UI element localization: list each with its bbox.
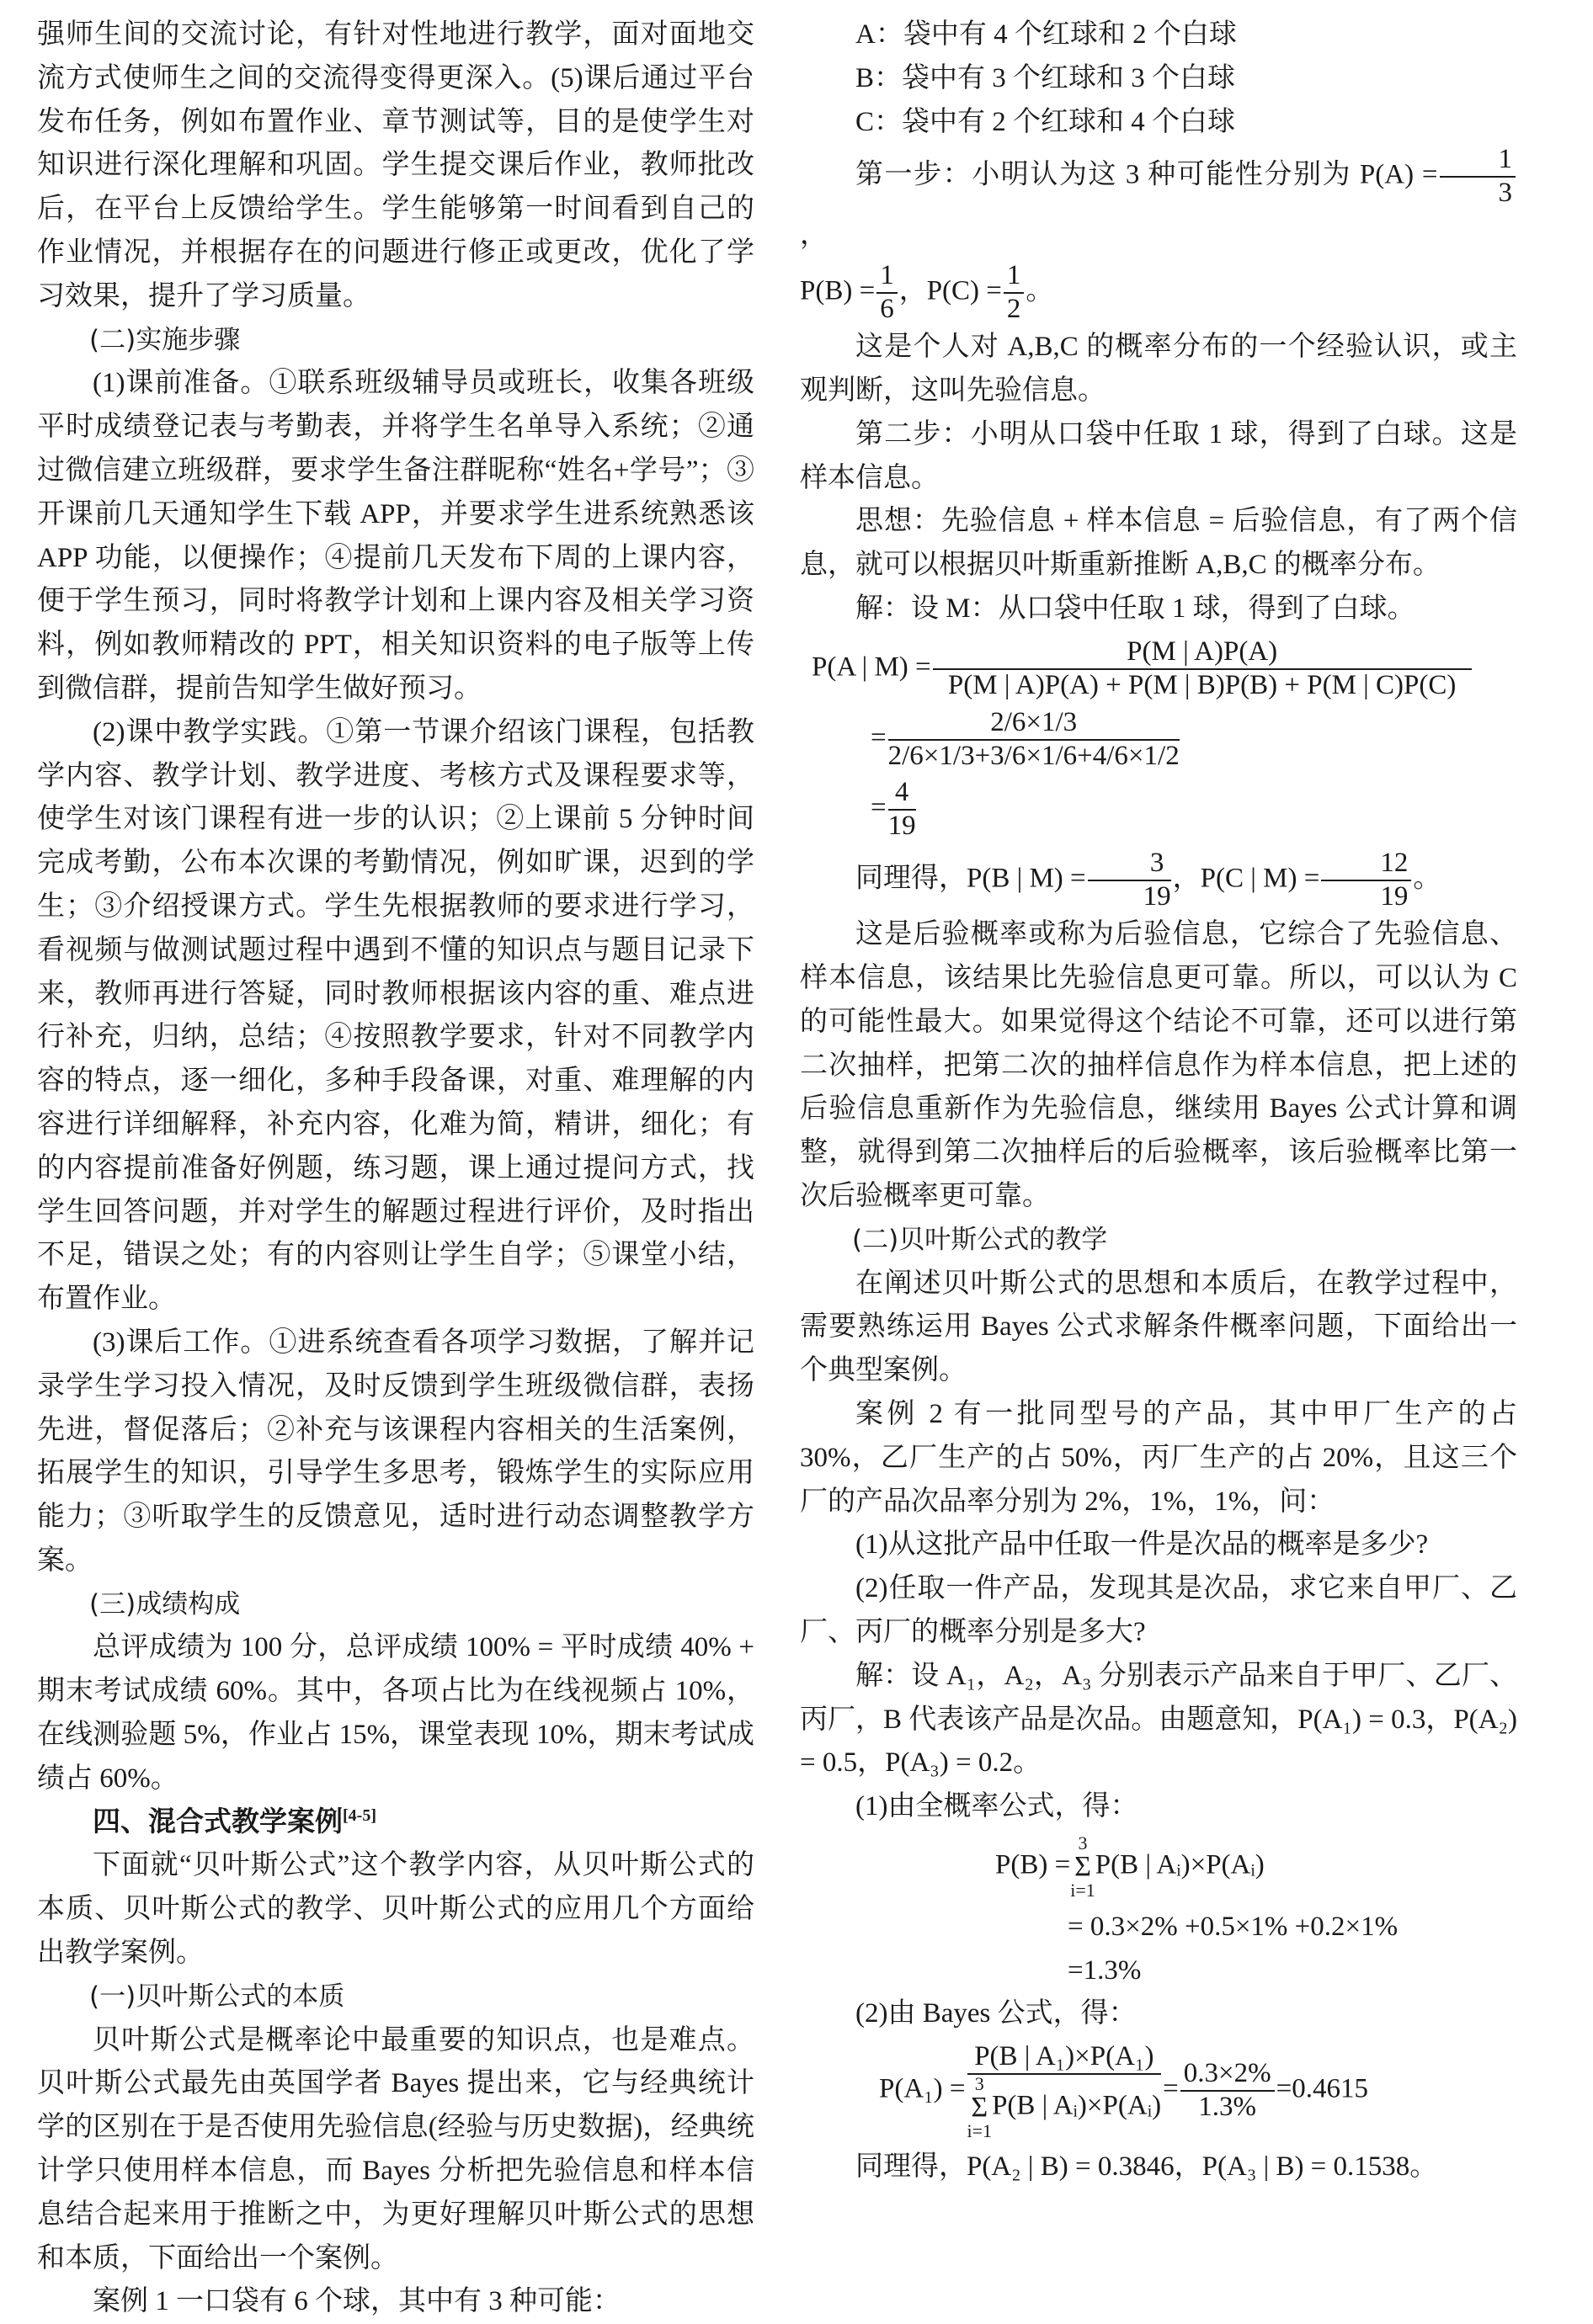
paragraph: 案例 1 一口袋有 6 个球，其中有 3 种可能：	[93, 2286, 621, 2317]
fraction	[1088, 848, 1171, 913]
fraction	[888, 707, 1180, 773]
num: 4	[888, 777, 916, 811]
section-heading: (三)成绩构成	[89, 1588, 241, 1619]
fraction	[933, 636, 1472, 702]
total-prob-line2: = 0.3×2% +0.5×1% +0.2×1%	[1068, 1911, 1399, 1942]
sum-top: 3	[974, 2072, 984, 2094]
step1-cont: P(B) = $\frac{1}{6}$ ，P(C) = $\frac{1}{2}$ 。	[800, 260, 1054, 325]
option-b: B：袋中有 3 个红球和 3 个白球	[855, 62, 1236, 93]
paragraph: 在阐述贝叶斯公式的思想和本质后，在教学过程中，需要熟练运用 Bayes 公式求解条件概率问题，下面给出一个典型案例。	[800, 1268, 1517, 1386]
paragraph: 案例 2 有一批同型号的产品，其中甲厂生产的占 30%，乙厂生产的占 50%，丙厂生产的占 20%，且这三个厂的产品次品率分别为 2%，1%，1%，问：	[800, 1398, 1517, 1517]
option-c: C：袋中有 2 个红球和 4 个白球	[855, 106, 1236, 137]
section-heading: (二)贝叶斯公式的教学	[852, 1224, 1108, 1255]
question-1: (1)从这批产品中任取一件是次品的概率是多少?	[855, 1529, 1429, 1561]
paragraph: 贝叶斯公式是概率论中最重要的知识点，也是难点。贝叶斯公式最先由英国学者 Bayes 提出来，它与经典统计学的区别在于是否使用先验信息(经验与历史数据)，经典统计学只使用样本信息，而 Bayes 分析把先验信息和样本信息结合起来用于推断之中，为更好理解贝叶斯公式的思想和本质，下面给出一个案例。	[37, 2024, 754, 2273]
paragraph: 解：设 A₁，A₂，A₃ 分别表示产品来自于甲厂、乙厂、丙厂，B 代表该产品是次品。由题意知，P(A₁) = 0.3，P(A₂) = 0.5，P(A₃) = 0.2。	[800, 1660, 1517, 1779]
sum-bottom: i=1	[1070, 1879, 1095, 1901]
bayes-result: = $\frac{4}{19}$	[871, 777, 916, 842]
chapter-heading	[37, 1801, 754, 1845]
den: 19	[887, 811, 916, 842]
num: 3	[1088, 848, 1171, 881]
sum-symbol: 3 Σ i=1	[967, 2072, 993, 2141]
den: P(M | A)P(A) + P(M | B)P(B) + P(M | C)P(C)	[947, 669, 1457, 700]
lhs: P(A₁) =	[879, 2073, 966, 2104]
fraction	[1180, 2058, 1275, 2124]
lhs: P(B) =	[995, 1849, 1071, 1880]
similar-results: 同理得，P(B | M) = $\frac{3}{19}$ ，P(C | M) = $\frac{12}{19}$ 。	[855, 848, 1441, 912]
total-prob-formula	[800, 1834, 1517, 1900]
final-results: 同理得，P(A₂ | B) = 0.3846，P(A₃ | B) = 0.1538。	[855, 2151, 1438, 2182]
bayes-calc: = $\frac{2/6\times 1/3}{2/6\times 1/3+3/6\times 1/6+4/6\times 1/2}$	[871, 706, 1180, 771]
citation-ref: [4-5]	[343, 1805, 376, 1825]
paragraph: 解：设 M：从口袋中任取 1 球，得到了白球。	[855, 593, 1415, 624]
num: 1	[1440, 144, 1516, 178]
num: 0.3×2%	[1180, 2058, 1275, 2092]
option-a: A：袋中有 4 个红球和 2 个白球	[855, 19, 1237, 50]
den: 19	[1143, 881, 1171, 912]
fraction	[888, 777, 916, 843]
fraction	[1321, 848, 1411, 913]
paragraph: (1)课前准备。①联系班级辅导员或班长，收集各班级平时成绩登记表与考勤表，并将学生名单导入系统；②通过微信建立班级群，要求学生备注群昵称“姓名+学号”；③开课前几天通知学生下载 APP，并要求学生进系统熟悉该 APP 功能，以便操作；④提前几天发布下周的上课内容，便于学生预习，同时将教学计划和上课内容及相关学习资料，例如教师精改的 PPT，相关知识资料的电子版等上传到微信群，提前告知学生做好预习。	[37, 368, 754, 704]
step-2: (2)由 Bayes 公式，得：	[855, 1997, 1137, 2029]
fraction	[1440, 144, 1516, 210]
sum-top: 3	[1078, 1832, 1088, 1853]
den: 6	[880, 294, 894, 325]
text: 同理得，P(B | M) =	[855, 863, 1086, 894]
num: P(M | A)P(A)	[933, 636, 1472, 670]
den: 2	[1006, 294, 1021, 325]
num: 1	[1004, 260, 1025, 294]
den: 19	[1380, 881, 1409, 912]
heading-text: 四、混合式教学案例	[93, 1806, 343, 1837]
text: 第一步：小明认为这 3 种可能性分别为 P(A) =	[855, 159, 1438, 190]
term: P(B | Aᵢ)×P(Aᵢ)	[1095, 1849, 1265, 1880]
sum-symbol: 3 Σ i=1	[1070, 1832, 1095, 1901]
den: 3	[1498, 178, 1512, 209]
right-column	[800, 13, 1517, 2188]
step1: 第一步：小明认为这 3 种可能性分别为 P(A) = $\frac{1}{3}$ ，	[800, 144, 1517, 260]
paragraph: (2)课中教学实践。①第一节课介绍该门课程，包括教学内容、教学计划、教学进度、考核方式及课程要求等，使学生对该门课程有进一步的认识；②上课前 5 分钟时间完成考勤，公布本次课的考勤情况，例如旷课，迟到的学生；③介绍授课方式。学生先根据教师的要求进行学习，看视频与做测试题过程中遇到不懂的知识点与题目记录下来，教师再进行答疑，同时教师根据该内容的重、难点进行补充，归纳，总结；④按照教学要求，针对不同教学内容的特点，逐一细化，多种手段备课，对重、难理解的内容进行详细解释，补充内容，化难为简，精讲，细化；有的内容提前准备好例题，练习题，课上通过提问方式，找学生回答问题，并对学生的解题过程进行评价，及时指出不足，错误之处；有的内容则让学生自学；⑤课堂小结，布置作业。	[37, 716, 754, 1315]
num: P(B | A₁)×P(A₁)	[967, 2041, 1162, 2075]
num: 2/6×1/3	[888, 707, 1180, 741]
paragraph: 总评成绩为 100 分，总评成绩 100% = 平时成绩 40% + 期末考试成绩 60%。其中，各项占比为在线视频占 10%，在线测验题 5%，作业占 15%，课堂表现 10%，期末考试成绩占 60%。	[37, 1632, 754, 1794]
step-1: (1)由全概率公式，得：	[855, 1791, 1138, 1822]
result: =0.4615	[1276, 2073, 1368, 2104]
total-prob-line3: =1.3%	[1068, 1954, 1142, 1986]
text: P(B) =	[800, 275, 876, 306]
text: ，P(C | M) =	[1172, 863, 1320, 894]
paragraph: 这是个人对 A,B,C 的概率分布的一个经验认识，或主观判断，这叫先验信息。	[800, 332, 1517, 406]
left-column	[37, 13, 754, 2324]
text: ，P(C) =	[898, 275, 1002, 306]
term: P(B | Aᵢ)×P(Aᵢ)	[992, 2090, 1162, 2121]
den	[967, 2072, 1162, 2141]
den: 2/6×1/3+3/6×1/6+4/6×1/2	[887, 740, 1180, 771]
fraction	[967, 2041, 1162, 2141]
paragraph: (3)课后工作。①进系统查看各项学习数据，了解并记录学生学习投入情况，及时反馈到学生班级微信群，表扬先进，督促落后；②补充与该课程内容相关的生活案例，拓展学生的知识，引导学生多思考，锻炼学生的实际应用能力；③听取学生的反馈意见，适时进行动态调整教学方案。	[37, 1327, 754, 1576]
den: 1.3%	[1198, 2091, 1257, 2122]
bayes-a1-formula: P(A₁) = P(B | A₁)×P(A₁) 3 Σ i=1P(B | Aᵢ)×P(Aᵢ) = $\frac{0.3\times 2\%}{1.3\%}$ =0.4615	[879, 2040, 1368, 2141]
question-2: (2)任取一件产品，发现其是次品，求它来自甲厂、乙厂、丙厂的概率分别是多大?	[800, 1573, 1517, 1647]
fraction	[1004, 260, 1025, 326]
sum-bottom: i=1	[967, 2119, 993, 2141]
paragraph: 思想：先验信息 + 样本信息 = 后验信息，有了两个信息，就可以根据贝叶斯重新推断 A,B,C 的概率分布。	[800, 506, 1517, 581]
num: 1	[876, 260, 898, 294]
bayes-formula	[800, 636, 1517, 702]
paragraph: 强师生间的交流讨论，有针对性地进行教学，面对面地交流方式使师生之间的交流得变得更深入。(5)课后通过平台发布任务，例如布置作业、章节测试等，目的是使学生对知识进行深化理解和巩固。学生提交课后作业，教师批改后，在平台上反馈给学生。学生能够第一时间看到自己的作业情况，并根据存在的问题进行修正或更改，优化了学习效果，提升了学习质量。	[37, 19, 754, 311]
paragraph: 下面就“贝叶斯公式”这个教学内容，从贝叶斯公式的本质、贝叶斯公式的教学、贝叶斯公式的应用几个方面给出教学案例。	[37, 1850, 754, 1969]
num: 12	[1321, 848, 1411, 881]
lhs: P(A | M) =	[812, 651, 931, 683]
section-heading: (二)实施步骤	[89, 324, 241, 355]
paragraph: 第二步：小明从口袋中任取 1 球，得到了白球。这是样本信息。	[800, 418, 1517, 493]
paragraph: 这是后验概率或称为后验信息，它综合了先验信息、样本信息，该结果比先验信息更可靠。所以，可以认为 C 的可能性最大。如果觉得这个结论不可靠，还可以进行第二次抽样，把第二次的抽样信息作为样本信息，把上述的后验信息重新作为先验信息，继续用 Bayes 公式计算和调整，就得到第二次抽样后的后验概率，该后验概率比第一次后验概率更可靠。	[800, 919, 1517, 1211]
fraction	[876, 260, 898, 326]
section-heading: (一)贝叶斯公式的本质	[89, 1981, 345, 2012]
